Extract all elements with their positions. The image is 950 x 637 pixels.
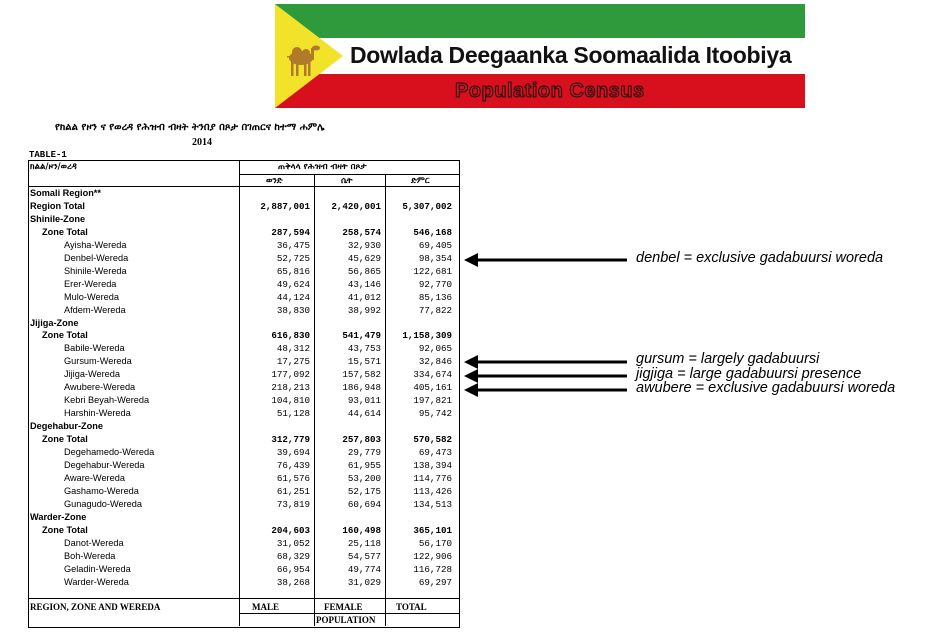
row-total-value: 69,473 <box>418 447 452 458</box>
table-row <box>28 213 458 226</box>
row-male-value: 44,124 <box>276 291 310 303</box>
header-divider <box>239 174 459 175</box>
table-row <box>28 485 458 498</box>
row-male-value: 36,475 <box>276 239 310 251</box>
row-name: Mulo-Wereda <box>64 291 119 302</box>
row-female-value: 44,614 <box>347 408 381 420</box>
row-female-value: 60,694 <box>347 498 381 510</box>
row-name: Zone Total <box>42 434 88 445</box>
row-female-value: 38,992 <box>347 304 381 316</box>
row-total-value: 95,742 <box>418 408 452 420</box>
row-female-value: 41,012 <box>347 291 381 303</box>
row-male-value: 66,954 <box>276 563 310 575</box>
row-female-value: 2,420,001 <box>331 200 381 212</box>
row-name: Babile-Wereda <box>64 343 125 354</box>
row-female-value: 186,948 <box>342 382 381 394</box>
document-amharic-title: የክልል የዞን ና የወረዳ የሕዝብ ብዛት ትንበያ በጾታ በገጠርና ከተማ ሐምሌ <box>55 122 325 133</box>
table-row <box>28 355 458 368</box>
row-total-value: 122,906 <box>413 550 452 562</box>
banner-subtitle: Population Census <box>455 80 645 102</box>
row-name: Harshin-Wereda <box>64 408 131 419</box>
row-name: Zone Total <box>42 524 88 535</box>
row-male-value: 312,779 <box>271 434 310 446</box>
table-row <box>28 329 458 342</box>
row-male-value: 73,819 <box>276 498 310 510</box>
row-female-value: 31,029 <box>347 576 381 588</box>
row-total-value: 365,101 <box>413 524 452 536</box>
row-female-value: 157,582 <box>342 369 381 381</box>
annotation-gursum: gursum = largely gadabuursi <box>636 351 820 367</box>
banner-title: Dowlada Deegaanka Soomaalida Itoobiya <box>350 42 792 68</box>
row-total-value: 197,821 <box>413 395 452 407</box>
row-total-value: 546,168 <box>413 226 452 238</box>
table-row <box>28 317 458 330</box>
table-row <box>28 239 458 252</box>
row-male-value: 51,128 <box>276 408 310 420</box>
row-name: Awubere-Wereda <box>64 382 136 393</box>
row-total-value: 5,307,002 <box>402 200 452 212</box>
row-total-value: 32,846 <box>418 356 452 368</box>
row-name: Warder-Zone <box>30 511 87 522</box>
row-name: Somali Region** <box>30 188 101 198</box>
row-male-value: 68,329 <box>276 550 310 562</box>
banner-green-stripe <box>275 4 805 38</box>
header-population-by-sex-am: ጠቅላላ የሕዝብ ብዛት በጾታ <box>278 162 367 172</box>
table-row <box>28 459 458 472</box>
row-name: Degehabur-Zone <box>30 421 103 432</box>
table-row <box>28 407 458 420</box>
table-row <box>28 524 458 537</box>
table-row <box>28 420 458 433</box>
header-male-am: ወንድ <box>266 176 283 186</box>
row-name: Aware-Wereda <box>64 472 125 483</box>
table-row <box>28 576 458 589</box>
row-total-value: 122,681 <box>413 265 452 277</box>
row-name: Gunagudo-Wereda <box>64 498 142 509</box>
row-female-value: 160,498 <box>342 524 381 536</box>
row-female-value: 258,574 <box>342 226 381 238</box>
row-total-value: 92,065 <box>418 343 452 355</box>
row-female-value: 53,200 <box>347 472 381 484</box>
row-total-value: 56,170 <box>418 537 452 549</box>
row-male-value: 616,830 <box>271 330 310 342</box>
footer-divider <box>239 613 459 614</box>
table-row <box>28 563 458 576</box>
row-male-value: 38,830 <box>276 304 310 316</box>
row-female-value: 45,629 <box>347 252 381 264</box>
header-region-zone-wereda-am: ክልል/ዞን/ወረዳ <box>30 162 77 172</box>
table-row <box>28 381 458 394</box>
row-total-value: 98,354 <box>418 252 452 264</box>
row-female-value: 61,955 <box>347 459 381 471</box>
row-total-value: 570,582 <box>413 434 452 446</box>
row-total-value: 134,513 <box>413 498 452 510</box>
row-female-value: 54,577 <box>347 550 381 562</box>
row-total-value: 85,136 <box>418 291 452 303</box>
row-male-value: 204,603 <box>271 524 310 536</box>
row-name: Shinile-Wereda <box>64 265 127 276</box>
row-male-value: 17,275 <box>276 356 310 368</box>
table-row <box>28 368 458 381</box>
table-row <box>28 498 458 511</box>
row-name: Jijiga-Zone <box>30 317 79 328</box>
footer-population: POPULATION <box>316 615 376 625</box>
row-female-value: 93,011 <box>347 395 381 407</box>
row-male-value: 287,594 <box>271 226 310 238</box>
table-row <box>28 511 458 524</box>
row-male-value: 65,816 <box>276 265 310 277</box>
table-row <box>28 446 458 459</box>
row-total-value: 92,770 <box>418 278 452 290</box>
row-female-value: 29,779 <box>347 447 381 458</box>
row-name: Kebri Beyah-Wereda <box>64 395 150 406</box>
footer-total: TOTAL <box>396 602 427 612</box>
row-male-value: 38,268 <box>276 576 310 588</box>
row-female-value: 49,774 <box>347 563 381 575</box>
annotation-jijiga: jigjiga = large gadabuursi presence <box>636 366 862 382</box>
row-female-value: 15,571 <box>347 356 381 368</box>
row-name: Warder-Wereda <box>64 576 129 587</box>
row-total-value: 69,405 <box>418 239 452 251</box>
row-name: Afdem-Wereda <box>64 304 126 315</box>
row-name: Region Total <box>30 200 85 211</box>
row-male-value: 218,213 <box>271 382 310 394</box>
annotation-awubere: awubere = exclusive gadabuursi woreda <box>636 380 896 396</box>
row-female-value: 56,865 <box>347 265 381 277</box>
row-name: Denbel-Wereda <box>64 252 129 263</box>
row-name: Ayisha-Wereda <box>64 239 127 250</box>
row-name: Erer-Wereda <box>64 278 117 289</box>
row-name: Geladin-Wereda <box>64 563 131 574</box>
row-total-value: 1,158,309 <box>402 330 452 342</box>
row-female-value: 32,930 <box>347 239 381 251</box>
row-male-value: 39,694 <box>276 447 310 458</box>
row-male-value: 48,312 <box>276 343 310 355</box>
footer-male: MALE <box>252 602 279 612</box>
row-total-value: 114,776 <box>413 472 452 484</box>
row-name: Gashamo-Wereda <box>64 485 139 496</box>
document-year: 2014 <box>192 137 212 148</box>
row-male-value: 61,251 <box>276 485 310 497</box>
row-total-value: 116,728 <box>413 563 452 575</box>
table-row <box>28 342 458 355</box>
row-male-value: 76,439 <box>276 459 310 471</box>
row-male-value: 52,725 <box>276 252 310 264</box>
table-row <box>28 304 458 317</box>
row-name: Zone Total <box>42 330 88 341</box>
header-female-am: ሴት <box>341 176 353 186</box>
row-name: Zone Total <box>42 226 88 237</box>
table-row <box>28 291 458 304</box>
row-male-value: 61,576 <box>276 472 310 484</box>
row-female-value: 25,118 <box>347 537 381 549</box>
table-row <box>28 537 458 550</box>
census-banner <box>275 4 805 108</box>
table-row <box>28 278 458 291</box>
row-male-value: 2,887,001 <box>260 200 310 212</box>
row-female-value: 52,175 <box>347 485 381 497</box>
row-name: Degehamedo-Wereda <box>64 447 155 457</box>
footer-region-zone-wereda: REGION, ZONE AND WEREDA <box>30 602 161 612</box>
row-female-value: 43,753 <box>347 343 381 355</box>
table-row <box>28 252 458 265</box>
footer-divider <box>28 598 459 599</box>
table-row <box>28 200 458 213</box>
row-total-value: 405,161 <box>413 382 452 394</box>
table-label: TABLE-1 <box>29 150 67 160</box>
annotation-denbel: denbel = exclusive gadabuursi woreda <box>636 250 884 266</box>
table-row <box>28 433 458 446</box>
row-female-value: 541,479 <box>342 330 381 342</box>
table-row <box>28 550 458 563</box>
table-row <box>28 394 458 407</box>
camel-icon <box>279 42 323 80</box>
header-total-am: ድምር <box>411 176 430 186</box>
row-male-value: 177,092 <box>271 369 310 381</box>
footer-female: FEMALE <box>324 602 363 612</box>
row-total-value: 69,297 <box>418 576 452 588</box>
arrow-left-icon <box>462 250 632 270</box>
row-male-value: 49,624 <box>276 278 310 290</box>
row-name: Danot-Wereda <box>64 537 124 548</box>
row-total-value: 334,674 <box>413 369 452 381</box>
table-row <box>28 226 458 239</box>
table-row <box>28 265 458 278</box>
row-total-value: 138,394 <box>413 459 452 471</box>
row-name: Boh-Wereda <box>64 550 116 561</box>
arrow-left-icon <box>462 380 632 400</box>
row-name: Gursum-Wereda <box>64 356 132 367</box>
row-female-value: 257,803 <box>342 434 381 446</box>
row-male-value: 104,810 <box>271 395 310 407</box>
table-row <box>28 472 458 485</box>
row-total-value: 77,822 <box>418 304 452 316</box>
row-total-value: 113,426 <box>413 485 452 497</box>
row-male-value: 31,052 <box>276 537 310 549</box>
table-row <box>28 187 458 200</box>
row-name: Shinile-Zone <box>30 213 86 224</box>
row-name: Degehabur-Wereda <box>64 459 145 470</box>
row-name: Jijiga-Wereda <box>64 369 120 380</box>
row-female-value: 43,146 <box>347 278 381 290</box>
census-table <box>28 160 460 628</box>
